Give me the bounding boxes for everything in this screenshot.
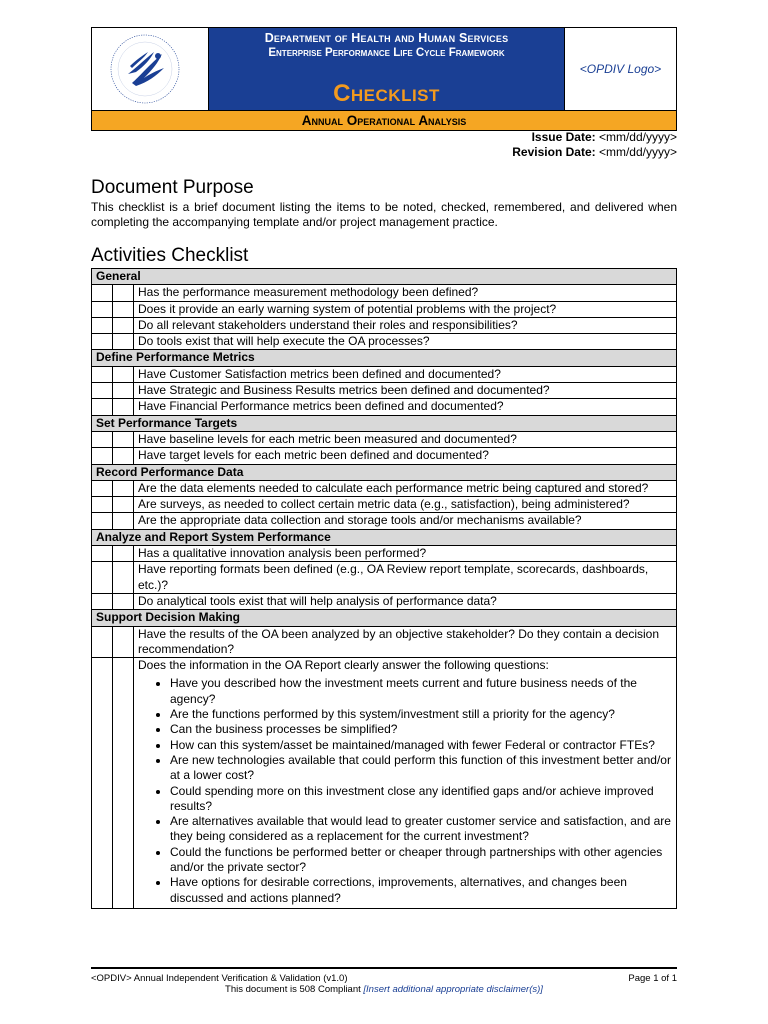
- checklist-row: [92, 658, 677, 909]
- checklist-row: [92, 546, 677, 562]
- document-header: [91, 27, 677, 131]
- checklist-question-text: Do analytical tools exist that will help analysis of performance data?: [138, 593, 497, 608]
- footer-page-number: Page 1 of 1: [628, 973, 677, 984]
- footer-disclaimer: [Insert additional appropriate disclaimer(s)]: [363, 984, 543, 995]
- checkbox-cell[interactable]: [113, 480, 134, 496]
- checkbox-cell[interactable]: [113, 383, 134, 399]
- activities-heading: Activities Checklist: [91, 245, 249, 266]
- page-footer: [91, 967, 677, 995]
- checklist-question-text: Have Financial Performance metrics been defined and documented?: [138, 399, 504, 414]
- checklist-question: [134, 301, 677, 317]
- checklist-row: [92, 562, 677, 594]
- checkbox-cell[interactable]: [92, 366, 113, 382]
- department-name: Department of Health and Human Services: [264, 31, 509, 45]
- footer-compliance: [91, 984, 677, 995]
- section-heading: Define Performance Metrics: [92, 350, 677, 366]
- checklist-row: [92, 626, 677, 658]
- purpose-text: This checklist is a brief document listing the items to be noted, checked, remembered, and delivered when completing the accompanying template and/or project management practice.: [91, 200, 677, 229]
- checklist-question-text: Does the information in the OA Report clearly answer the following questions:: [138, 658, 549, 673]
- question-bullet-item: • Have you described how the investment meets current and future business needs of the agency?: [170, 676, 672, 707]
- checklist-row: [92, 366, 677, 382]
- checklist-question-text: Have Strategic and Business Results metrics been defined and documented?: [138, 383, 550, 398]
- checklist-title: Checklist: [333, 80, 440, 107]
- checklist-row: [92, 317, 677, 333]
- checklist-row: [92, 431, 677, 447]
- checkbox-cell[interactable]: [113, 626, 134, 658]
- checklist-question-text: Has the performance measurement methodology been defined?: [138, 285, 479, 300]
- checklist-row: [92, 497, 677, 513]
- checkbox-cell[interactable]: [92, 448, 113, 464]
- revision-date-label: Revision Date:: [512, 145, 596, 159]
- section-heading: Set Performance Targets: [92, 415, 677, 431]
- question-bullet-item: • How can this system/asset be maintained/managed with fewer Federal or contractor FTEs?: [170, 738, 672, 753]
- section-header-row: [92, 464, 677, 480]
- section-header-row: [92, 350, 677, 366]
- checkbox-cell[interactable]: [92, 431, 113, 447]
- checklist-question-text: Have Customer Satisfaction metrics been defined and documented?: [138, 366, 501, 381]
- checkbox-cell[interactable]: [92, 658, 113, 909]
- department-banner: [209, 28, 564, 110]
- document-dates: [512, 130, 677, 160]
- checkbox-cell[interactable]: [113, 301, 134, 317]
- checkbox-cell[interactable]: [92, 497, 113, 513]
- checkbox-cell[interactable]: [92, 399, 113, 415]
- checklist-question: [134, 546, 677, 562]
- question-bullet-item: • Could the functions be performed better or cheaper through partnerships with other agencies and/or the private sector?: [170, 845, 672, 876]
- checkbox-cell[interactable]: [92, 334, 113, 350]
- checklist-question: [134, 480, 677, 496]
- checklist-question: [134, 366, 677, 382]
- section-heading: Support Decision Making: [92, 610, 677, 626]
- question-bullet-item: • Can the business processes be simplified?: [170, 722, 672, 737]
- issue-date-label: Issue Date:: [531, 130, 596, 144]
- question-bullet-item: • Have options for desirable corrections, improvements, alternatives, and changes been discussed and actions planned?: [170, 875, 672, 906]
- checklist-question-text: Do all relevant stakeholders understand their roles and responsibilities?: [138, 317, 518, 332]
- checklist-question: [134, 431, 677, 447]
- checklist-row: [92, 513, 677, 529]
- checkbox-cell[interactable]: [113, 513, 134, 529]
- checkbox-cell[interactable]: [92, 593, 113, 609]
- checklist-row: [92, 301, 677, 317]
- checkbox-cell[interactable]: [92, 301, 113, 317]
- hhs-logo-box: [92, 28, 209, 110]
- checkbox-cell[interactable]: [92, 626, 113, 658]
- document-title: Annual Operational Analysis: [92, 110, 676, 130]
- section-heading: Analyze and Report System Performance: [92, 529, 677, 545]
- checklist-row: [92, 285, 677, 301]
- checkbox-cell[interactable]: [113, 562, 134, 594]
- checkbox-cell[interactable]: [113, 448, 134, 464]
- checklist-question-text: Are the data elements needed to calculate each performance metric being captured and stored?: [138, 480, 649, 495]
- checkbox-cell[interactable]: [113, 366, 134, 382]
- checklist-question: [134, 658, 677, 909]
- checkbox-cell[interactable]: [92, 383, 113, 399]
- checkbox-cell[interactable]: [92, 562, 113, 594]
- checkbox-cell[interactable]: [113, 658, 134, 909]
- checklist-row: [92, 383, 677, 399]
- checklist-question: [134, 399, 677, 415]
- checkbox-cell[interactable]: [92, 317, 113, 333]
- checklist-question-text: Has a qualitative innovation analysis been performed?: [138, 546, 427, 561]
- revision-date-row: [512, 145, 677, 160]
- question-bullet-item: • Are new technologies available that could perform this function of this investment better and/or at a lower cost?: [170, 753, 672, 784]
- section-header-row: [92, 610, 677, 626]
- checkbox-cell[interactable]: [113, 593, 134, 609]
- section-header-row: [92, 269, 677, 285]
- checklist-question: [134, 562, 677, 594]
- opdiv-logo-placeholder: <OPDIV Logo>: [564, 28, 676, 110]
- purpose-heading: Document Purpose: [91, 177, 254, 198]
- checklist-question: [134, 513, 677, 529]
- checklist-question: [134, 317, 677, 333]
- section-heading: General: [92, 269, 677, 285]
- checkbox-cell[interactable]: [92, 480, 113, 496]
- section-header-row: [92, 529, 677, 545]
- activities-checklist-table: [91, 268, 677, 909]
- checkbox-cell[interactable]: [92, 285, 113, 301]
- checklist-row: [92, 334, 677, 350]
- footer-compliance-text: This document is 508 Compliant: [225, 984, 361, 995]
- issue-date-row: [512, 130, 677, 145]
- framework-name: Enterprise Performance Life Cycle Framework: [268, 47, 505, 59]
- checklist-question: [134, 285, 677, 301]
- checkbox-cell[interactable]: [113, 285, 134, 301]
- issue-date-value: <mm/dd/yyyy>: [598, 130, 677, 144]
- checklist-question: [134, 383, 677, 399]
- checklist-question: [134, 497, 677, 513]
- checkbox-cell[interactable]: [113, 399, 134, 415]
- checklist-question: [134, 626, 677, 658]
- checklist-row: [92, 593, 677, 609]
- checkbox-cell[interactable]: [113, 431, 134, 447]
- question-bullet-item: • Are alternatives available that would lead to greater customer service and satisfaction, and are they being considered as a replacement for the current investment?: [170, 814, 672, 845]
- checkbox-cell[interactable]: [92, 513, 113, 529]
- checklist-question: [134, 448, 677, 464]
- checkbox-cell[interactable]: [113, 334, 134, 350]
- checkbox-cell[interactable]: [92, 546, 113, 562]
- section-header-row: [92, 415, 677, 431]
- checklist-row: [92, 399, 677, 415]
- checklist-row: [92, 480, 677, 496]
- checklist-question-text: Have baseline levels for each metric been measured and documented?: [138, 431, 517, 446]
- hhs-eagle-seal-icon: [92, 28, 208, 109]
- question-bullet-item: • Are the functions performed by this system/investment still a priority for the agency?: [170, 707, 672, 722]
- checklist-question-text: Have reporting formats been defined (e.g., OA Review report template, scorecards, dashboards, etc.)?: [138, 562, 649, 592]
- checklist-question: [134, 334, 677, 350]
- checkbox-cell[interactable]: [113, 546, 134, 562]
- checklist-question-text: Have the results of the OA been analyzed by an objective stakeholder? Do they contain a decision recommendation?: [138, 626, 659, 656]
- checklist-question-text: Do tools exist that will help execute the OA processes?: [138, 334, 430, 349]
- checkbox-cell[interactable]: [113, 317, 134, 333]
- checklist-row: [92, 448, 677, 464]
- section-heading: Record Performance Data: [92, 464, 677, 480]
- checklist-question-text: Are the appropriate data collection and storage tools and/or mechanisms available?: [138, 513, 582, 528]
- footer-document-name: <OPDIV> Annual Independent Verification & Validation (v1.0): [91, 973, 348, 984]
- checklist-question-text: Does it provide an early warning system of potential problems with the project?: [138, 301, 557, 316]
- checklist-question: [134, 593, 677, 609]
- checklist-question-text: Have target levels for each metric been defined and documented?: [138, 448, 489, 463]
- checklist-question-text: Are surveys, as needed to collect certain metric data (e.g., satisfaction), being administered?: [138, 497, 630, 512]
- revision-date-value: <mm/dd/yyyy>: [598, 145, 677, 159]
- question-bullet-list: [138, 676, 672, 905]
- question-bullet-item: • Could spending more on this investment close any identified gaps and/or achieve improved results?: [170, 784, 672, 815]
- checkbox-cell[interactable]: [113, 497, 134, 513]
